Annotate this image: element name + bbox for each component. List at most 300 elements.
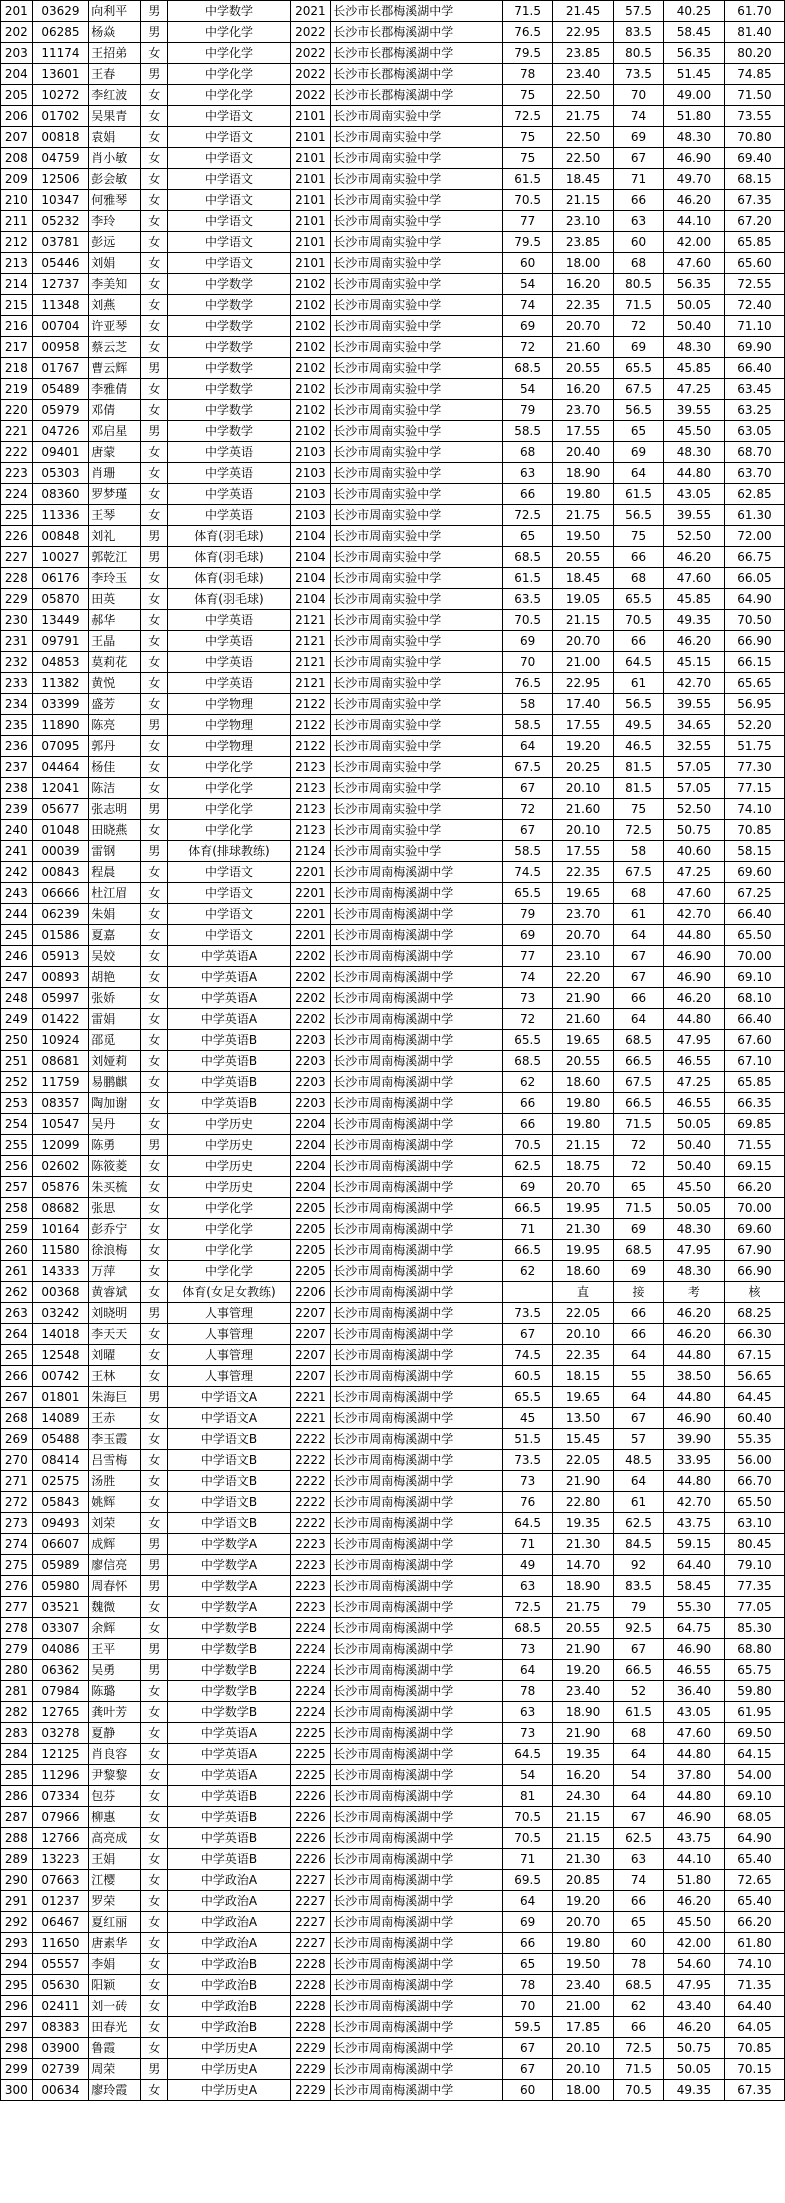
school-cell: 长沙市周南梅溪湖中学	[331, 1009, 503, 1030]
score-b-cell: 69	[614, 127, 664, 148]
gender-cell: 女	[141, 1030, 168, 1051]
weighted-b-cell: 47.95	[663, 1030, 724, 1051]
school-cell: 长沙市周南实验中学	[331, 274, 503, 295]
table-row	[1, 1996, 785, 2017]
school-cell: 长沙市周南实验中学	[331, 232, 503, 253]
gender-cell: 女	[141, 1870, 168, 1891]
name-cell: 肖小敏	[89, 148, 141, 169]
id-cell: 05913	[32, 946, 89, 967]
subject-cell: 中学语文B	[168, 1429, 290, 1450]
school-cell: 长沙市周南梅溪湖中学	[331, 1408, 503, 1429]
table-row	[1, 1954, 785, 1975]
school-cell: 长沙市周南实验中学	[331, 190, 503, 211]
weighted-b-cell: 50.40	[663, 1135, 724, 1156]
subject-cell: 体育(羽毛球)	[168, 526, 290, 547]
weighted-b-cell: 48.30	[663, 1219, 724, 1240]
weighted-b-cell: 43.05	[663, 484, 724, 505]
total-cell: 70.00	[724, 1198, 784, 1219]
id-cell: 01702	[32, 106, 89, 127]
name-cell: 邓倩	[89, 400, 141, 421]
post-code-cell: 2202	[290, 988, 331, 1009]
total-cell: 64.90	[724, 1828, 784, 1849]
id-cell: 08414	[32, 1450, 89, 1471]
table-row	[1, 925, 785, 946]
name-cell: 唐素华	[89, 1933, 141, 1954]
score-b-cell: 73.5	[614, 64, 664, 85]
gender-cell: 女	[141, 1471, 168, 1492]
weighted-a-cell: 20.70	[553, 316, 614, 337]
seq-cell: 233	[1, 673, 33, 694]
weighted-b-cell: 47.25	[663, 862, 724, 883]
table-row	[1, 1198, 785, 1219]
seq-cell: 243	[1, 883, 33, 904]
score-a-cell: 65.5	[503, 1030, 553, 1051]
gender-cell: 男	[141, 1660, 168, 1681]
table-row	[1, 1912, 785, 1933]
post-code-cell: 2228	[290, 1996, 331, 2017]
post-code-cell: 2223	[290, 1555, 331, 1576]
id-cell: 12041	[32, 778, 89, 799]
score-b-cell: 67	[614, 1408, 664, 1429]
table-row	[1, 1219, 785, 1240]
total-cell: 66.35	[724, 1093, 784, 1114]
table-row	[1, 1135, 785, 1156]
total-cell: 65.85	[724, 232, 784, 253]
total-cell: 68.80	[724, 1639, 784, 1660]
score-b-cell: 65.5	[614, 358, 664, 379]
gender-cell: 女	[141, 2038, 168, 2059]
score-b-cell: 69	[614, 1219, 664, 1240]
name-cell: 郭乾江	[89, 547, 141, 568]
seq-cell: 276	[1, 1576, 33, 1597]
gender-cell: 女	[141, 1324, 168, 1345]
weighted-b-cell: 33.95	[663, 1450, 724, 1471]
gender-cell: 女	[141, 106, 168, 127]
subject-cell: 体育(羽毛球)	[168, 568, 290, 589]
subject-cell: 中学英语A	[168, 1744, 290, 1765]
post-code-cell: 2123	[290, 799, 331, 820]
table-row	[1, 610, 785, 631]
school-cell: 长沙市周南实验中学	[331, 106, 503, 127]
id-cell: 08383	[32, 2017, 89, 2038]
id-cell: 03242	[32, 1303, 89, 1324]
total-cell: 65.50	[724, 1492, 784, 1513]
weighted-a-cell: 20.70	[553, 1912, 614, 1933]
school-cell: 长沙市周南梅溪湖中学	[331, 1534, 503, 1555]
id-cell: 07663	[32, 1870, 89, 1891]
gender-cell: 女	[141, 1450, 168, 1471]
score-b-cell: 64	[614, 1744, 664, 1765]
seq-cell: 283	[1, 1723, 33, 1744]
total-cell: 54.00	[724, 1765, 784, 1786]
total-cell: 77.35	[724, 1576, 784, 1597]
score-b-cell: 69	[614, 442, 664, 463]
post-code-cell: 2228	[290, 2017, 331, 2038]
name-cell: 李红波	[89, 85, 141, 106]
subject-cell: 中学历史A	[168, 2059, 290, 2080]
post-code-cell: 2124	[290, 841, 331, 862]
subject-cell: 体育(女足女教练)	[168, 1282, 290, 1303]
seq-cell: 217	[1, 337, 33, 358]
post-code-cell: 2221	[290, 1408, 331, 1429]
gender-cell: 女	[141, 1744, 168, 1765]
school-cell: 长沙市周南实验中学	[331, 484, 503, 505]
post-code-cell: 2224	[290, 1681, 331, 1702]
weighted-b-cell: 48.30	[663, 1261, 724, 1282]
score-b-cell: 69	[614, 337, 664, 358]
seq-cell: 270	[1, 1450, 33, 1471]
subject-cell: 中学历史	[168, 1177, 290, 1198]
name-cell: 万萍	[89, 1261, 141, 1282]
name-cell: 廖信亮	[89, 1555, 141, 1576]
school-cell: 长沙市周南梅溪湖中学	[331, 1744, 503, 1765]
school-cell: 长沙市周南实验中学	[331, 820, 503, 841]
table-row	[1, 1177, 785, 1198]
score-a-cell: 68.5	[503, 1051, 553, 1072]
weighted-a-cell: 22.05	[553, 1303, 614, 1324]
table-row	[1, 1723, 785, 1744]
weighted-a-cell: 16.20	[553, 1765, 614, 1786]
total-cell: 64.90	[724, 589, 784, 610]
weighted-a-cell: 21.15	[553, 1807, 614, 1828]
score-a-cell: 72.5	[503, 1597, 553, 1618]
seq-cell: 232	[1, 652, 33, 673]
score-b-cell: 66	[614, 547, 664, 568]
score-b-cell: 61.5	[614, 1702, 664, 1723]
gender-cell: 女	[141, 820, 168, 841]
post-code-cell: 2207	[290, 1345, 331, 1366]
school-cell: 长沙市周南实验中学	[331, 148, 503, 169]
id-cell: 04464	[32, 757, 89, 778]
score-a-cell: 67	[503, 2059, 553, 2080]
weighted-b-cell: 51.80	[663, 1870, 724, 1891]
gender-cell: 女	[141, 379, 168, 400]
name-cell: 刘一砖	[89, 1996, 141, 2017]
school-cell: 长沙市周南梅溪湖中学	[331, 1429, 503, 1450]
score-b-cell: 65.5	[614, 589, 664, 610]
score-a-cell: 58.5	[503, 421, 553, 442]
table-row	[1, 169, 785, 190]
table-row	[1, 2059, 785, 2080]
score-a-cell: 62	[503, 1072, 553, 1093]
post-code-cell: 2022	[290, 85, 331, 106]
total-cell: 69.10	[724, 967, 784, 988]
post-code-cell: 2102	[290, 274, 331, 295]
name-cell: 向利平	[89, 1, 141, 22]
seq-cell: 277	[1, 1597, 33, 1618]
gender-cell: 女	[141, 610, 168, 631]
weighted-a-cell: 20.55	[553, 1051, 614, 1072]
seq-cell: 225	[1, 505, 33, 526]
name-cell: 袁娟	[89, 127, 141, 148]
name-cell: 雷钢	[89, 841, 141, 862]
seq-cell: 262	[1, 1282, 33, 1303]
table-row	[1, 64, 785, 85]
post-code-cell: 2204	[290, 1114, 331, 1135]
score-a-cell: 73	[503, 1723, 553, 1744]
seq-cell: 237	[1, 757, 33, 778]
school-cell: 长沙市周南梅溪湖中学	[331, 1366, 503, 1387]
table-row	[1, 904, 785, 925]
seq-cell: 294	[1, 1954, 33, 1975]
id-cell: 00818	[32, 127, 89, 148]
gender-cell: 女	[141, 274, 168, 295]
score-b-cell: 72	[614, 1135, 664, 1156]
seq-cell: 222	[1, 442, 33, 463]
subject-cell: 中学英语	[168, 610, 290, 631]
school-cell: 长沙市周南梅溪湖中学	[331, 1072, 503, 1093]
name-cell: 陶加谢	[89, 1093, 141, 1114]
score-b-cell: 83.5	[614, 1576, 664, 1597]
total-cell: 63.70	[724, 463, 784, 484]
name-cell: 刘曜	[89, 1345, 141, 1366]
total-cell: 61.30	[724, 505, 784, 526]
score-a-cell: 79	[503, 904, 553, 925]
seq-cell: 228	[1, 568, 33, 589]
gender-cell: 女	[141, 1198, 168, 1219]
score-b-cell: 79	[614, 1597, 664, 1618]
id-cell: 11580	[32, 1240, 89, 1261]
name-cell: 杜江眉	[89, 883, 141, 904]
total-cell: 85.30	[724, 1618, 784, 1639]
score-a-cell: 69	[503, 1177, 553, 1198]
id-cell: 03521	[32, 1597, 89, 1618]
seq-cell: 265	[1, 1345, 33, 1366]
weighted-a-cell: 19.50	[553, 1954, 614, 1975]
score-b-cell: 56.5	[614, 694, 664, 715]
score-a-cell: 67	[503, 820, 553, 841]
post-code-cell: 2022	[290, 22, 331, 43]
gender-cell: 女	[141, 442, 168, 463]
total-cell: 60.40	[724, 1408, 784, 1429]
total-cell: 64.40	[724, 1996, 784, 2017]
seq-cell: 246	[1, 946, 33, 967]
gender-cell: 女	[141, 883, 168, 904]
score-b-cell: 63	[614, 1849, 664, 1870]
gender-cell: 女	[141, 1765, 168, 1786]
score-b-cell: 61	[614, 904, 664, 925]
school-cell: 长沙市周南梅溪湖中学	[331, 946, 503, 967]
weighted-a-cell: 18.15	[553, 1366, 614, 1387]
post-code-cell: 2101	[290, 232, 331, 253]
weighted-a-cell: 18.45	[553, 169, 614, 190]
post-code-cell: 2102	[290, 295, 331, 316]
name-cell: 江樱	[89, 1870, 141, 1891]
weighted-a-cell: 22.50	[553, 85, 614, 106]
score-a-cell: 71.5	[503, 1, 553, 22]
total-cell: 80.20	[724, 43, 784, 64]
school-cell: 长沙市周南实验中学	[331, 358, 503, 379]
score-a-cell: 69	[503, 1912, 553, 1933]
weighted-a-cell: 20.10	[553, 1324, 614, 1345]
subject-cell: 中学化学	[168, 64, 290, 85]
table-row	[1, 1618, 785, 1639]
post-code-cell: 2123	[290, 820, 331, 841]
school-cell: 长沙市周南梅溪湖中学	[331, 1156, 503, 1177]
weighted-b-cell: 42.70	[663, 1492, 724, 1513]
weighted-b-cell: 46.90	[663, 1639, 724, 1660]
total-cell: 68.15	[724, 169, 784, 190]
score-b-cell: 66	[614, 988, 664, 1009]
seq-cell: 209	[1, 169, 33, 190]
score-b-cell: 71.5	[614, 1198, 664, 1219]
score-b-cell: 64	[614, 1345, 664, 1366]
table-row	[1, 1051, 785, 1072]
gender-cell: 女	[141, 211, 168, 232]
id-cell: 04759	[32, 148, 89, 169]
subject-cell: 中学数学B	[168, 1639, 290, 1660]
score-a-cell: 72	[503, 337, 553, 358]
seq-cell: 236	[1, 736, 33, 757]
id-cell: 06176	[32, 568, 89, 589]
seq-cell: 257	[1, 1177, 33, 1198]
total-cell: 55.35	[724, 1429, 784, 1450]
school-cell: 长沙市周南梅溪湖中学	[331, 1450, 503, 1471]
score-b-cell: 68	[614, 1723, 664, 1744]
weighted-a-cell: 21.15	[553, 610, 614, 631]
weighted-a-cell: 21.45	[553, 1, 614, 22]
score-a-cell: 77	[503, 211, 553, 232]
id-cell: 02739	[32, 2059, 89, 2080]
school-cell: 长沙市周南梅溪湖中学	[331, 1597, 503, 1618]
seq-cell: 260	[1, 1240, 33, 1261]
gender-cell: 男	[141, 526, 168, 547]
name-cell: 彭远	[89, 232, 141, 253]
total-cell: 72.00	[724, 526, 784, 547]
id-cell: 11890	[32, 715, 89, 736]
score-b-cell: 81.5	[614, 757, 664, 778]
score-b-cell: 80.5	[614, 43, 664, 64]
id-cell: 14089	[32, 1408, 89, 1429]
score-a-cell: 67	[503, 1324, 553, 1345]
weighted-a-cell: 18.00	[553, 2080, 614, 2101]
school-cell: 长沙市周南实验中学	[331, 253, 503, 274]
gender-cell: 女	[141, 316, 168, 337]
weighted-a-cell: 21.60	[553, 1009, 614, 1030]
weighted-a-cell: 21.90	[553, 1723, 614, 1744]
id-cell: 11382	[32, 673, 89, 694]
name-cell: 邓启星	[89, 421, 141, 442]
subject-cell: 中学历史	[168, 1114, 290, 1135]
gender-cell: 女	[141, 2080, 168, 2101]
weighted-b-cell: 46.90	[663, 148, 724, 169]
gender-cell: 女	[141, 337, 168, 358]
score-a-cell: 58.5	[503, 841, 553, 862]
gender-cell: 女	[141, 295, 168, 316]
seq-cell: 273	[1, 1513, 33, 1534]
post-code-cell: 2226	[290, 1849, 331, 1870]
name-cell: 王晶	[89, 631, 141, 652]
school-cell: 长沙市周南实验中学	[331, 589, 503, 610]
gender-cell: 女	[141, 946, 168, 967]
post-code-cell: 2221	[290, 1387, 331, 1408]
school-cell: 长沙市周南梅溪湖中学	[331, 1555, 503, 1576]
total-cell: 70.80	[724, 127, 784, 148]
gender-cell: 女	[141, 1345, 168, 1366]
id-cell: 03629	[32, 1, 89, 22]
table-row	[1, 757, 785, 778]
score-b-cell: 66.5	[614, 1660, 664, 1681]
post-code-cell: 2222	[290, 1513, 331, 1534]
subject-cell: 中学英语B	[168, 1072, 290, 1093]
id-cell: 05446	[32, 253, 89, 274]
subject-cell: 体育(排球教练)	[168, 841, 290, 862]
weighted-b-cell: 47.60	[663, 568, 724, 589]
id-cell: 04853	[32, 652, 89, 673]
total-cell: 69.60	[724, 1219, 784, 1240]
weighted-b-cell: 46.90	[663, 1408, 724, 1429]
gender-cell: 女	[141, 1492, 168, 1513]
id-cell: 06239	[32, 904, 89, 925]
name-cell: 廖玲霞	[89, 2080, 141, 2101]
total-cell: 66.70	[724, 1471, 784, 1492]
weighted-b-cell: 44.10	[663, 211, 724, 232]
score-a-cell: 72	[503, 1009, 553, 1030]
score-b-cell: 67	[614, 1807, 664, 1828]
name-cell: 刘娟	[89, 253, 141, 274]
post-code-cell: 2102	[290, 421, 331, 442]
score-b-cell: 67.5	[614, 1072, 664, 1093]
gender-cell: 男	[141, 715, 168, 736]
weighted-a-cell: 18.60	[553, 1261, 614, 1282]
table-row	[1, 1681, 785, 1702]
gender-cell: 女	[141, 127, 168, 148]
seq-cell: 278	[1, 1618, 33, 1639]
post-code-cell: 2123	[290, 778, 331, 799]
post-code-cell: 2225	[290, 1744, 331, 1765]
table-row	[1, 1345, 785, 1366]
id-cell: 10164	[32, 1219, 89, 1240]
weighted-b-cell: 50.05	[663, 295, 724, 316]
post-code-cell: 2229	[290, 2059, 331, 2080]
seq-cell: 205	[1, 85, 33, 106]
id-cell: 12766	[32, 1828, 89, 1849]
score-b-cell: 46.5	[614, 736, 664, 757]
weighted-a-cell: 21.15	[553, 1135, 614, 1156]
weighted-b-cell: 64.75	[663, 1618, 724, 1639]
seq-cell: 208	[1, 148, 33, 169]
seq-cell: 288	[1, 1828, 33, 1849]
school-cell: 长沙市周南梅溪湖中学	[331, 1996, 503, 2017]
id-cell: 13601	[32, 64, 89, 85]
post-code-cell: 2102	[290, 379, 331, 400]
weighted-b-cell: 59.15	[663, 1534, 724, 1555]
table-row	[1, 274, 785, 295]
weighted-b-cell: 39.55	[663, 505, 724, 526]
weighted-b-cell: 55.30	[663, 1597, 724, 1618]
total-cell: 65.50	[724, 925, 784, 946]
name-cell: 陈洁	[89, 778, 141, 799]
id-cell: 02411	[32, 1996, 89, 2017]
id-cell: 08360	[32, 484, 89, 505]
gender-cell: 男	[141, 64, 168, 85]
score-b-cell: 66	[614, 631, 664, 652]
weighted-b-cell: 46.55	[663, 1051, 724, 1072]
score-b-cell: 71.5	[614, 1114, 664, 1135]
seq-cell: 250	[1, 1030, 33, 1051]
post-code-cell: 2103	[290, 505, 331, 526]
id-cell: 05979	[32, 400, 89, 421]
total-cell: 61.95	[724, 1702, 784, 1723]
id-cell: 00368	[32, 1282, 89, 1303]
subject-cell: 体育(羽毛球)	[168, 547, 290, 568]
weighted-a-cell: 20.70	[553, 631, 614, 652]
score-b-cell: 55	[614, 1366, 664, 1387]
id-cell: 11348	[32, 295, 89, 316]
weighted-a-cell: 19.80	[553, 1114, 614, 1135]
table-row	[1, 673, 785, 694]
table-row	[1, 736, 785, 757]
